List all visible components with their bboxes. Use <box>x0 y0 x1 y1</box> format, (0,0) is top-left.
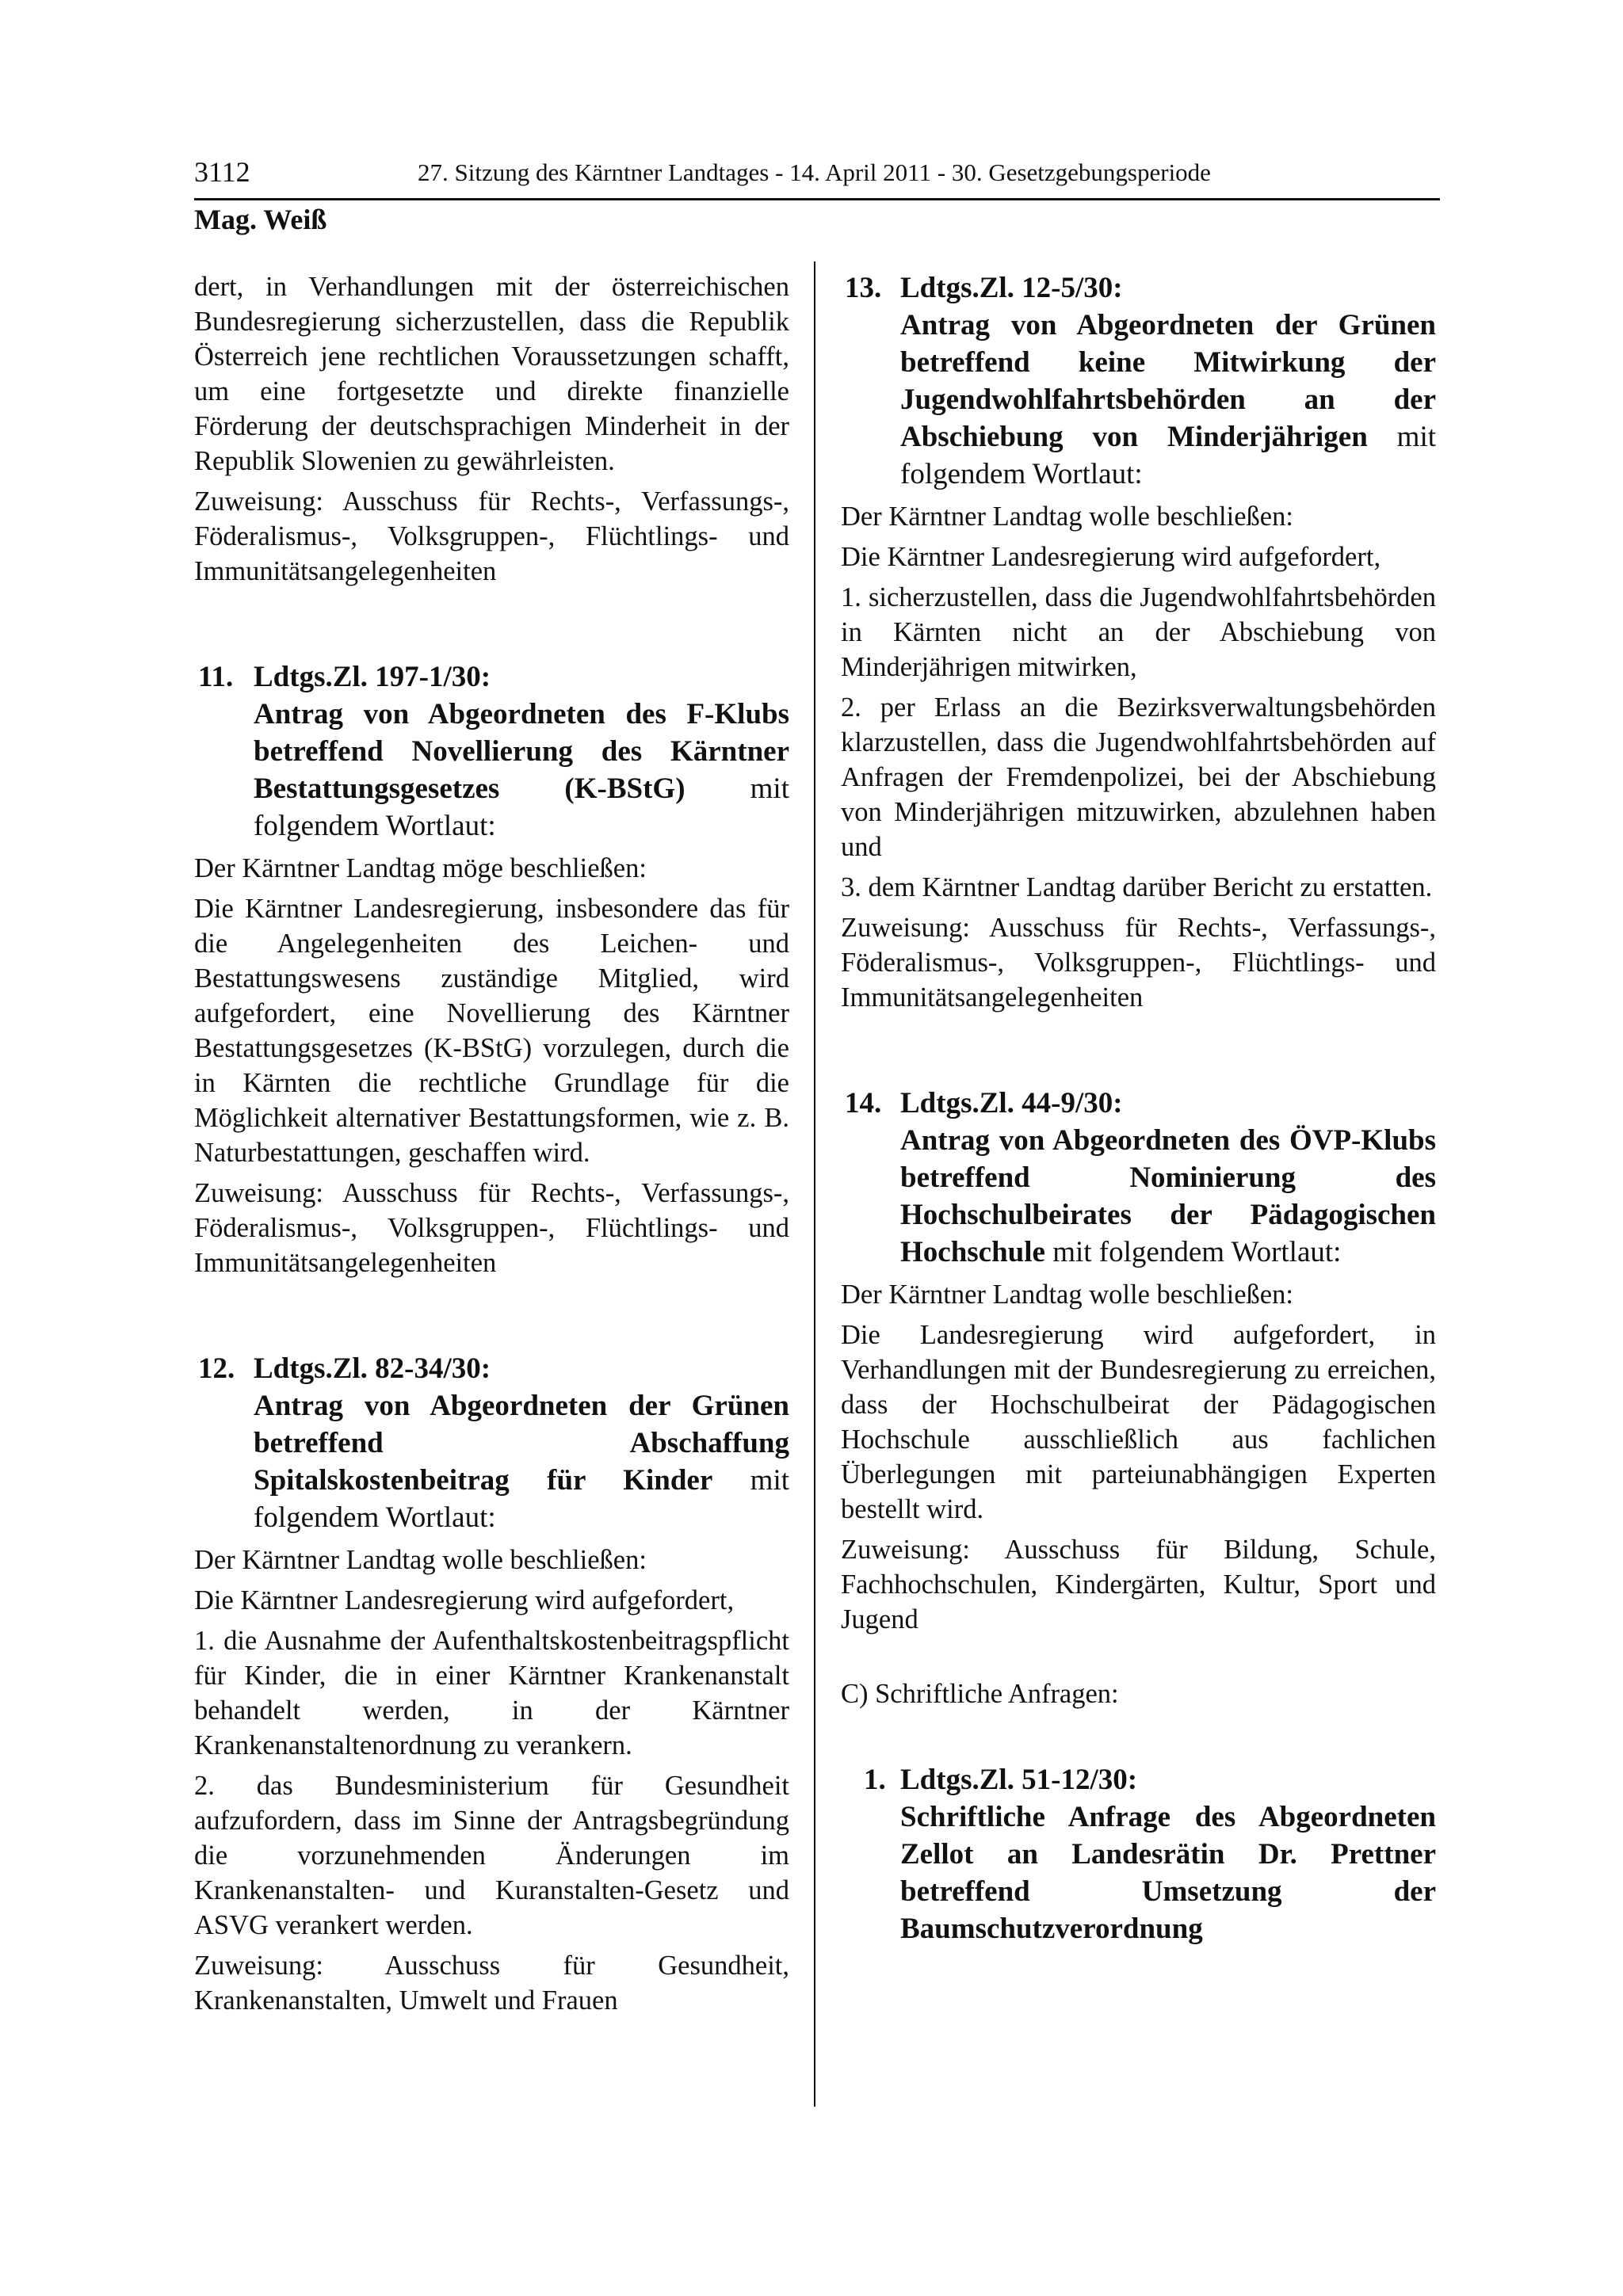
item-lead: Die Kärntner Landesregierung wird aufgefordert, <box>841 542 1381 572</box>
item-title: Antrag von Abgeordneten des ÖVP-Klubs betreffend Nominierung des Hochschulbeirates der Pädagogischen Hochschule <box>900 1124 1436 1268</box>
item-number: 11. <box>198 661 234 693</box>
item-number: 13. <box>845 272 882 304</box>
item-assignment: Zuweisung: Ausschuss für Bildung, Schule, Fachhochschulen, Kindergärten, Kultur, Sport und Jugend <box>841 1535 1436 1634</box>
item-lead: Die Kärntner Landesregierung wird aufgefordert, <box>194 1585 735 1615</box>
item-reference: Ldtgs.Zl. 44-9/30: <box>900 1087 1123 1119</box>
item-suffix: mit folgendem Wortlaut: <box>254 772 789 842</box>
page-header <box>194 155 1440 200</box>
speaker-name: Mag. Weiß <box>194 204 327 235</box>
item-number: 1. <box>864 1764 886 1796</box>
item-reference: Ldtgs.Zl. 12-5/30: <box>900 272 1123 304</box>
item-heading <box>841 1761 1436 1947</box>
page-number: 3112 <box>194 156 250 188</box>
item-point-2: 2. per Erlass an die Bezirksverwaltungsbehörden klarzustellen, dass die Jugendwohlfahrtsbehörden auf Anfragen der Fremdenpolizei, bei der Abschiebung von Minderjährigen mitzuwirken, abzulehnen haben und <box>841 692 1436 862</box>
item-reference: Ldtgs.Zl. 82-34/30: <box>254 1352 491 1385</box>
agenda-item-13 <box>841 269 1436 1015</box>
item-body: Die Kärntner Landesregierung, insbesondere das für die Angelegenheiten des Leichen- und Bestattungswesens zuständige Mitglied, wird aufgefordert, eine Novellierung des Kärntner Bestattungsgesetzes (K-BStG) vorzulegen, durch die in Kärnten die rechtliche Grundlage für die Möglichkeit alternativer Bestattungsformen, wie z. B. Naturbestattungen, geschaffen wird. <box>194 894 789 1168</box>
item-subject <box>900 307 1436 493</box>
item-heading <box>194 1350 789 1536</box>
item-reference: Ldtgs.Zl. 51-12/30: <box>900 1764 1138 1796</box>
item-body: Die Landesregierung wird aufgefordert, in Verhandlungen mit der Bundesregierung zu erreichen, dass der Hochschulbeirat der Pädagogischen Hochschule ausschließlich aus fachlichen Überlegungen mit parteiunabhängigen Experten bestellt wird. <box>841 1320 1436 1524</box>
item-number: 12. <box>198 1352 235 1385</box>
item-subject <box>900 1122 1436 1271</box>
item-intro: Der Kärntner Landtag möge beschließen: <box>194 853 647 883</box>
item-title: Antrag von Abgeordneten des F-Klubs betreffend Novellierung des Kärntner Bestattungsgesetzes (K-BStG) <box>254 698 789 805</box>
running-head: 27. Sitzung des Kärntner Landtages - 14. April 2011 - 30. Gesetzgebungsperiode <box>418 158 1211 186</box>
right-column <box>841 269 1436 1947</box>
agenda-item-12 <box>194 1350 789 2018</box>
item-intro: Der Kärntner Landtag wolle beschließen: <box>841 502 1293 532</box>
item-heading <box>841 269 1436 493</box>
left-column <box>194 269 789 2023</box>
item-subject <box>254 1387 789 1536</box>
item-subject <box>900 1798 1436 1947</box>
item-suffix: mit folgendem Wortlaut: <box>254 1464 790 1534</box>
item-assignment: Zuweisung: Ausschuss für Gesundheit, Krankenanstalten, Umwelt und Frauen <box>194 1951 789 2016</box>
item-point-2: 2. das Bundesministerium für Gesundheit aufzufordern, dass im Sinne der Antragsbegründung die vorzunehmenden Änderungen im Krankenanstalten- und Kuranstalten-Gesetz und ASVG verankert werden. <box>194 1771 789 1940</box>
written-query-1 <box>841 1761 1436 1947</box>
item-suffix: mit folgendem Wortlaut: <box>1052 1236 1342 1268</box>
continued-text: dert, in Verhandlungen mit der österreichischen Bundesregierung sicherzustellen, dass die Republik Österreich jene rechtlichen Voraussetzungen schafft, um eine fortgesetzte und direkte finanzielle Förderung der deutschsprachigen Minderheit in der Republik Slowenien zu gewährleisten. <box>194 272 789 476</box>
item-assignment: Zuweisung: Ausschuss für Rechts-, Verfassungs-, Föderalismus-, Volksgruppen-, Flüchtlings- und Immunitätsangelegenheiten <box>841 913 1436 1013</box>
item-heading <box>841 1085 1436 1271</box>
continued-assignment: Zuweisung: Ausschuss für Rechts-, Verfassungs-, Föderalismus-, Volksgruppen-, Flüchtlings- und Immunitätsangelegenheiten <box>194 486 789 586</box>
agenda-item-11 <box>194 658 789 1280</box>
item-title: Antrag von Abgeordneten der Grünen betreffend keine Mitwirkung der Jugendwohlfahrtsbehörden an der Abschiebung von Minderjährigen <box>900 309 1436 453</box>
item-intro: Der Kärntner Landtag wolle beschließen: <box>194 1545 647 1575</box>
item-title: Antrag von Abgeordneten der Grünen betreffend Abschaffung Spitalskostenbeitrag für Kinder <box>254 1390 789 1497</box>
item-point-1: 1. sicherzustellen, dass die Jugendwohlfahrtsbehörden in Kärnten nicht an der Abschiebung von Minderjährigen mitwirken, <box>841 582 1436 682</box>
column-divider <box>814 261 815 2107</box>
section-heading: C) Schriftliche Anfragen: <box>841 1679 1119 1709</box>
item-subject <box>254 696 789 845</box>
item-suffix: mit folgendem Wortlaut: <box>900 421 1437 490</box>
item-point-3: 3. dem Kärntner Landtag darüber Bericht zu erstatten. <box>841 872 1433 902</box>
item-title: Schriftliche Anfrage des Abgeordneten Zellot an Landesrätin Dr. Prettner betreffend Umsetzung der Baumschutzverordnung <box>900 1801 1436 1945</box>
item-heading <box>194 658 789 845</box>
item-point-1: 1. die Ausnahme der Aufenthaltskostenbeitragspflicht für Kinder, die in einer Kärntner Krankenanstalt behandelt werden, in der Kärntner Krankenanstaltenordnung zu verankern. <box>194 1626 789 1760</box>
agenda-item-14 <box>841 1085 1436 1637</box>
item-number: 14. <box>845 1087 882 1119</box>
item-intro: Der Kärntner Landtag wolle beschließen: <box>841 1280 1293 1310</box>
item-assignment: Zuweisung: Ausschuss für Rechts-, Verfassungs-, Föderalismus-, Volksgruppen-, Flüchtlings- und Immunitätsangelegenheiten <box>194 1178 789 1278</box>
item-reference: Ldtgs.Zl. 197-1/30: <box>254 661 491 693</box>
